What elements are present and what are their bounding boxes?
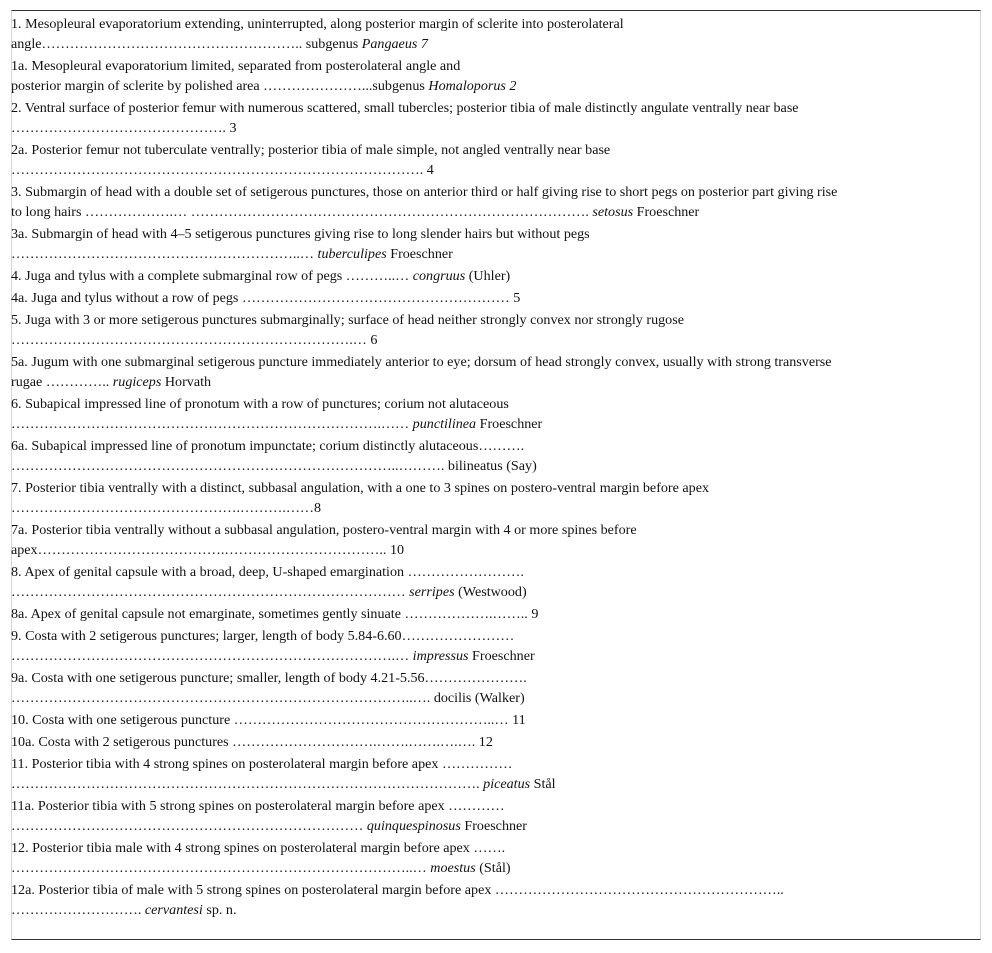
key-text: ……………………………………………………..… bbox=[11, 246, 318, 262]
key-line bbox=[11, 160, 941, 180]
key-couplet bbox=[11, 56, 941, 96]
key-line bbox=[11, 182, 941, 202]
key-couplet bbox=[11, 604, 941, 624]
key-text: 8a. Apex of genital capsule not emarginate, sometimes gently sinuate ……………….…….. 9 bbox=[11, 606, 539, 622]
key-line bbox=[11, 520, 941, 540]
key-couplet bbox=[11, 436, 941, 476]
key-text: ………………………. bbox=[11, 902, 145, 918]
key-line bbox=[11, 456, 941, 476]
key-line bbox=[11, 56, 941, 76]
key-text: 3. Submargin of head with a double set of setigerous punctures, those on anterior third or half giving rise to short pegs on posterior part giving rise bbox=[11, 184, 838, 200]
key-line bbox=[11, 858, 941, 878]
key-line bbox=[11, 838, 941, 858]
key-line bbox=[11, 710, 941, 730]
key-line bbox=[11, 796, 941, 816]
key-text: posterior margin of sclerite by polished area …………………...subgenus bbox=[11, 78, 429, 94]
key-text: ………………………………………………………………… bbox=[11, 818, 367, 834]
key-couplet bbox=[11, 288, 941, 308]
key-text: ……………………………………………………………………………. 4 bbox=[11, 162, 434, 178]
key-couplet bbox=[11, 626, 941, 666]
key-text: (Westwood) bbox=[454, 584, 527, 600]
key-line bbox=[11, 646, 941, 666]
key-text: 7a. Posterior tibia ventrally without a subbasal angulation, postero-ventral margin with 4 or more spines before bbox=[11, 522, 637, 538]
key-line bbox=[11, 540, 941, 560]
key-text: 3a. Submargin of head with 4–5 setigerous punctures giving rise to long slender hairs but without pegs bbox=[11, 226, 590, 242]
key-line bbox=[11, 478, 941, 498]
key-couplet bbox=[11, 394, 941, 434]
taxon-name: rugiceps bbox=[112, 374, 162, 390]
key-line bbox=[11, 688, 941, 708]
key-line bbox=[11, 288, 941, 308]
taxon-name: Pangaeus 7 bbox=[361, 36, 428, 52]
key-line bbox=[11, 754, 941, 774]
taxon-name: cervantesi bbox=[144, 902, 203, 918]
key-text: ……………………………………………………………………….… bbox=[11, 648, 413, 664]
key-text: ………………………………………………………………………..………. bilineatus (Say) bbox=[11, 458, 537, 474]
key-line bbox=[11, 626, 941, 646]
key-line bbox=[11, 562, 941, 582]
key-text: (Stål) bbox=[475, 860, 511, 876]
key-text: 11a. Posterior tibia with 5 strong spines on posterolateral margin before apex ………… bbox=[11, 798, 505, 814]
key-text: Froeschner bbox=[476, 416, 543, 432]
key-text: 4. Juga and tylus with a complete submarginal row of pegs ………..… bbox=[11, 268, 413, 284]
key-text: Horvath bbox=[161, 374, 212, 390]
key-line bbox=[11, 244, 941, 264]
key-text: 1. Mesopleural evaporatorium extending, uninterrupted, along posterior margin of sclerite into posterolateral bbox=[11, 16, 624, 32]
key-line bbox=[11, 224, 941, 244]
taxon-name: punctilinea bbox=[412, 416, 477, 432]
key-couplet bbox=[11, 14, 941, 54]
key-line bbox=[11, 774, 941, 794]
key-text: angle……………………………………………….. subgenus bbox=[11, 36, 362, 52]
taxon-name: quinquespinosus bbox=[366, 818, 461, 834]
key-couplet bbox=[11, 710, 941, 730]
taxon-name: impressus bbox=[412, 648, 469, 664]
key-couplet bbox=[11, 478, 941, 518]
key-text: …………………………………………………………………….…… bbox=[11, 416, 413, 432]
key-line bbox=[11, 900, 941, 920]
key-line bbox=[11, 98, 941, 118]
key-line bbox=[11, 816, 941, 836]
key-text: Froeschner bbox=[386, 246, 453, 262]
key-couplet bbox=[11, 140, 941, 180]
key-text: 2a. Posterior femur not tuberculate ventrally; posterior tibia of male simple, not angled ventrally near base bbox=[11, 142, 611, 158]
key-couplet bbox=[11, 520, 941, 560]
key-line bbox=[11, 310, 941, 330]
key-line bbox=[11, 34, 941, 54]
key-line bbox=[11, 330, 941, 350]
key-text: 7. Posterior tibia ventrally with a distinct, subbasal angulation, with a one to 3 spines on postero-ventral margin before apex bbox=[11, 480, 710, 496]
key-line bbox=[11, 436, 941, 456]
key-line bbox=[11, 266, 941, 286]
key-text: 6a. Subapical impressed line of pronotum impunctate; corium distinctly alutaceous………. bbox=[11, 438, 525, 454]
key-line bbox=[11, 372, 941, 392]
key-text: 12a. Posterior tibia of male with 5 strong spines on posterolateral margin before apex …………………………………………………….. bbox=[11, 882, 784, 898]
taxon-name: piceatus bbox=[483, 776, 531, 792]
key-line bbox=[11, 414, 941, 434]
key-line bbox=[11, 732, 941, 752]
key-couplet bbox=[11, 754, 941, 794]
key-text: 5a. Jugum with one submarginal setigerous puncture immediately anterior to eye; dorsum of head strongly convex, usually with strong transverse bbox=[11, 354, 832, 370]
key-text: 11. Posterior tibia with 4 strong spines on posterolateral margin before apex …………… bbox=[11, 756, 513, 772]
key-couplet bbox=[11, 838, 941, 878]
key-couplet bbox=[11, 732, 941, 752]
key-text: ………………………………………….……….……8 bbox=[11, 500, 322, 516]
taxon-name: moestus bbox=[430, 860, 476, 876]
key-line bbox=[11, 202, 941, 222]
key-couplet bbox=[11, 880, 941, 920]
key-couplet bbox=[11, 310, 941, 350]
key-text: 9a. Costa with one setigerous puncture; smaller, length of body 4.21-5.56…………………. bbox=[11, 670, 527, 686]
key-text: 1a. Mesopleural evaporatorium limited, separated from posterolateral angle and bbox=[11, 58, 461, 74]
key-line bbox=[11, 14, 941, 34]
key-couplet bbox=[11, 562, 941, 602]
key-text: (Uhler) bbox=[465, 268, 511, 284]
key-couplet bbox=[11, 796, 941, 836]
key-couplet bbox=[11, 98, 941, 138]
key-text: rugae ………….. bbox=[11, 374, 113, 390]
key-text: ……………………………………………………………….… 6 bbox=[11, 332, 378, 348]
key-text: 6. Subapical impressed line of pronotum with a row of punctures; corium not alutaceous bbox=[11, 396, 509, 412]
key-text: 2. Ventral surface of posterior femur with numerous scattered, small tubercles; posterior tibia of male distinctly angulate ventrally near base bbox=[11, 100, 799, 116]
key-line bbox=[11, 118, 941, 138]
key-text: 12. Posterior tibia male with 4 strong spines on posterolateral margin before apex ……. bbox=[11, 840, 506, 856]
taxon-name: serripes bbox=[409, 584, 455, 600]
key-couplet bbox=[11, 182, 941, 222]
key-line bbox=[11, 604, 941, 624]
key-text: Stål bbox=[530, 776, 556, 792]
key-text: 5. Juga with 3 or more setigerous punctures submarginally; surface of head neither strongly convex nor strongly rugose bbox=[11, 312, 684, 328]
key-text: …………………………………………………………………………..… bbox=[11, 860, 431, 876]
key-text: 9. Costa with 2 setigerous punctures; larger, length of body 5.84-6.60…………………… bbox=[11, 628, 515, 644]
key-text: 10. Costa with one setigerous puncture ………………………………………………..… 11 bbox=[11, 712, 526, 728]
key-couplet bbox=[11, 266, 941, 286]
key-text: ………………………………………. 3 bbox=[11, 120, 237, 136]
key-text: 10a. Costa with 2 setigerous punctures ………………………….…….…….….…. 12 bbox=[11, 734, 493, 750]
key-couplet bbox=[11, 668, 941, 708]
key-text: apex………………………………….…………………………….. 10 bbox=[11, 542, 405, 558]
key-text: 4a. Juga and tylus without a row of pegs ………………………………………………… 5 bbox=[11, 290, 521, 306]
key-text: to long hairs ……………….… …………………………………………………………………………. bbox=[11, 204, 593, 220]
taxon-name: congruus bbox=[412, 268, 466, 284]
key-text: ………………………………………………………………………… bbox=[11, 584, 410, 600]
key-line bbox=[11, 394, 941, 414]
key-line bbox=[11, 76, 941, 96]
key-line bbox=[11, 880, 941, 900]
key-text: sp. n. bbox=[202, 902, 237, 918]
key-text: Froeschner bbox=[468, 648, 535, 664]
key-text: 8. Apex of genital capsule with a broad, deep, U-shaped emargination ……………………. bbox=[11, 564, 524, 580]
key-text: Froeschner bbox=[460, 818, 527, 834]
key-line bbox=[11, 668, 941, 688]
key-couplet bbox=[11, 352, 941, 392]
key-text: ………………………………………………………………………………………. bbox=[11, 776, 484, 792]
key-text: …………………………………………………………………………..…. docilis (Walker) bbox=[11, 690, 525, 706]
taxon-name: tuberculipes bbox=[317, 246, 387, 262]
key-line bbox=[11, 352, 941, 372]
key-line bbox=[11, 498, 941, 518]
taxon-name: setosus bbox=[592, 204, 634, 220]
key-line bbox=[11, 582, 941, 602]
taxon-name: Homaloporus 2 bbox=[428, 78, 517, 94]
key-line bbox=[11, 140, 941, 160]
identification-key bbox=[11, 14, 941, 922]
key-couplet bbox=[11, 224, 941, 264]
key-text: Froeschner bbox=[633, 204, 700, 220]
